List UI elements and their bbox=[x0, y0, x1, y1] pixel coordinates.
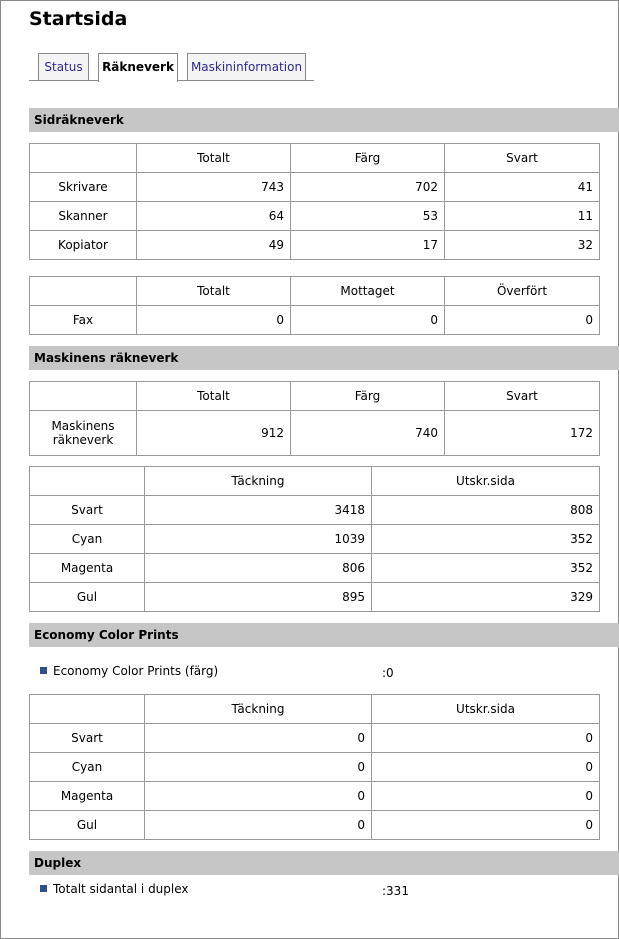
header-cell: Totalt bbox=[137, 144, 291, 173]
header-cell: Svart bbox=[445, 144, 600, 173]
table-header-row bbox=[30, 695, 600, 724]
section-economy: Economy Color Prints bbox=[29, 623, 619, 647]
value-cell: 64 bbox=[137, 202, 291, 231]
row-label: Skrivare bbox=[30, 173, 137, 202]
value-cell: 53 bbox=[291, 202, 445, 231]
value-cell: 740 bbox=[291, 411, 445, 456]
table-row bbox=[30, 411, 600, 456]
table-row bbox=[30, 231, 600, 260]
section-duplex: Duplex bbox=[29, 851, 619, 875]
economy-info bbox=[40, 664, 218, 678]
table-row bbox=[30, 782, 600, 811]
value-cell: 806 bbox=[145, 554, 372, 583]
row-label: Gul bbox=[30, 811, 145, 840]
table-header-row bbox=[30, 277, 600, 306]
header-cell: Överfört bbox=[445, 277, 600, 306]
table-row bbox=[30, 525, 600, 554]
row-label: Maskinens räkneverk bbox=[30, 411, 137, 456]
economy-value: :0 bbox=[382, 666, 394, 680]
row-label: Magenta bbox=[30, 782, 145, 811]
value-cell: 0 bbox=[145, 753, 372, 782]
header-cell: Totalt bbox=[137, 277, 291, 306]
header-cell bbox=[30, 144, 137, 173]
header-cell bbox=[30, 695, 145, 724]
tab-bar bbox=[29, 52, 314, 81]
row-label: Magenta bbox=[30, 554, 145, 583]
section-page-counter: Sidräkneverk bbox=[29, 108, 619, 132]
header-cell bbox=[30, 382, 137, 411]
row-label: Fax bbox=[30, 306, 137, 335]
header-cell: Färg bbox=[291, 144, 445, 173]
coverage-table bbox=[29, 466, 600, 612]
table-header-row bbox=[30, 382, 600, 411]
machine-counter-table bbox=[29, 381, 600, 456]
value-cell: 32 bbox=[445, 231, 600, 260]
duplex-info bbox=[40, 882, 189, 896]
square-bullet-icon bbox=[40, 667, 47, 674]
value-cell: 0 bbox=[372, 724, 600, 753]
value-cell: 0 bbox=[145, 782, 372, 811]
row-label: Cyan bbox=[30, 753, 145, 782]
value-cell: 0 bbox=[372, 811, 600, 840]
table-header-row bbox=[30, 467, 600, 496]
economy-label: Economy Color Prints (färg) bbox=[53, 664, 219, 678]
value-cell: 0 bbox=[372, 782, 600, 811]
value-cell: 0 bbox=[145, 724, 372, 753]
economy-table bbox=[29, 694, 600, 840]
tab-counter[interactable]: Räkneverk bbox=[98, 53, 178, 82]
table-row bbox=[30, 583, 600, 612]
table-row bbox=[30, 554, 600, 583]
value-cell: 808 bbox=[372, 496, 600, 525]
value-cell: 895 bbox=[145, 583, 372, 612]
value-cell: 912 bbox=[137, 411, 291, 456]
table-row bbox=[30, 811, 600, 840]
value-cell: 352 bbox=[372, 554, 600, 583]
section-machine-counter: Maskinens räkneverk bbox=[29, 346, 619, 370]
tab-machine-info[interactable]: Maskininformation bbox=[187, 53, 306, 80]
value-cell: 49 bbox=[137, 231, 291, 260]
value-cell: 702 bbox=[291, 173, 445, 202]
page-counter-table bbox=[29, 143, 600, 260]
duplex-value: :331 bbox=[382, 884, 409, 898]
value-cell: 0 bbox=[445, 306, 600, 335]
value-cell: 0 bbox=[145, 811, 372, 840]
value-cell: 0 bbox=[291, 306, 445, 335]
value-cell: 1039 bbox=[145, 525, 372, 554]
page-title: Startsida bbox=[29, 8, 128, 30]
square-bullet-icon bbox=[40, 885, 47, 892]
row-label: Kopiator bbox=[30, 231, 137, 260]
value-cell: 3418 bbox=[145, 496, 372, 525]
row-label: Svart bbox=[30, 724, 145, 753]
table-header-row bbox=[30, 144, 600, 173]
header-cell: Färg bbox=[291, 382, 445, 411]
header-cell: Täckning bbox=[145, 695, 372, 724]
row-label: Svart bbox=[30, 496, 145, 525]
table-row bbox=[30, 173, 600, 202]
value-cell: 17 bbox=[291, 231, 445, 260]
value-cell: 743 bbox=[137, 173, 291, 202]
table-row bbox=[30, 724, 600, 753]
table-row bbox=[30, 306, 600, 335]
header-cell: Täckning bbox=[145, 467, 372, 496]
fax-table bbox=[29, 276, 600, 335]
value-cell: 172 bbox=[445, 411, 600, 456]
header-cell: Totalt bbox=[137, 382, 291, 411]
row-label: Gul bbox=[30, 583, 145, 612]
table-row bbox=[30, 202, 600, 231]
value-cell: 329 bbox=[372, 583, 600, 612]
tab-status[interactable]: Status bbox=[38, 53, 89, 80]
value-cell: 41 bbox=[445, 173, 600, 202]
header-cell bbox=[30, 467, 145, 496]
row-label: Skanner bbox=[30, 202, 137, 231]
duplex-label: Totalt sidantal i duplex bbox=[53, 882, 189, 896]
value-cell: 352 bbox=[372, 525, 600, 554]
table-row bbox=[30, 753, 600, 782]
row-label: Cyan bbox=[30, 525, 145, 554]
header-cell bbox=[30, 277, 137, 306]
header-cell: Utskr.sida bbox=[372, 695, 600, 724]
header-cell: Svart bbox=[445, 382, 600, 411]
value-cell: 11 bbox=[445, 202, 600, 231]
value-cell: 0 bbox=[372, 753, 600, 782]
value-cell: 0 bbox=[137, 306, 291, 335]
header-cell: Mottaget bbox=[291, 277, 445, 306]
header-cell: Utskr.sida bbox=[372, 467, 600, 496]
table-row bbox=[30, 496, 600, 525]
